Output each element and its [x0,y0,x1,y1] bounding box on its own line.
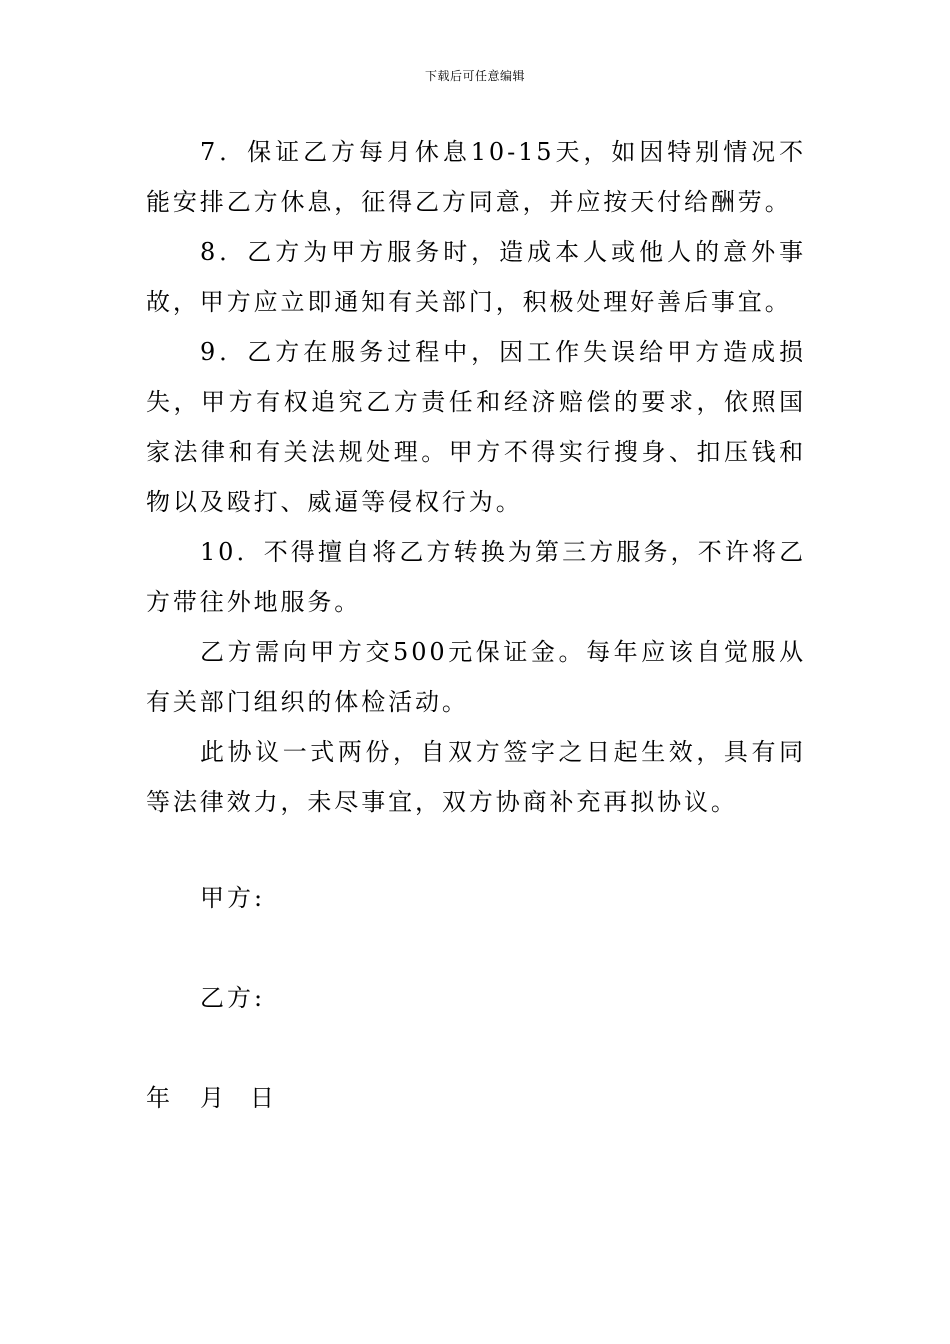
clause-9: 9．乙方在服务过程中，因工作失误给甲方造成损失，甲方有权追究乙方责任和经济赔偿的要求，依照国家法律和有关法规处理。甲方不得实行搜身、扣压钱和物以及殴打、威逼等侵权行为。 [146,338,806,516]
deposit-paragraph: 乙方需向甲方交500元保证金。每年应该自觉服从有关部门组织的体检活动。 [146,638,806,716]
clause-7: 7．保证乙方每月休息10-15天，如因特别情况不能安排乙方休息，征得乙方同意，并应按天付给酬劳。 [146,138,806,216]
date-month-label: 月 [200,1084,224,1112]
date-year-label: 年 [146,1084,170,1112]
date-day-label: 日 [250,1084,274,1112]
clause-8: 8．乙方为甲方服务时，造成本人或他人的意外事故，甲方应立即通知有关部门，积极处理好善后事宜。 [146,238,806,316]
validity-paragraph: 此协议一式两份，自双方签字之日起生效，具有同等法律效力，未尽事宜，双方协商补充再拟协议。 [146,738,806,816]
document-body [146,127,806,827]
date-line [146,1083,274,1113]
party-a-signature-label: 甲方: [200,884,266,912]
party-b-signature-label: 乙方: [200,984,266,1012]
clause-10: 10．不得擅自将乙方转换为第三方服务，不许将乙方带往外地服务。 [146,538,806,616]
page-header-note: 下载后可任意编辑 [424,69,525,83]
